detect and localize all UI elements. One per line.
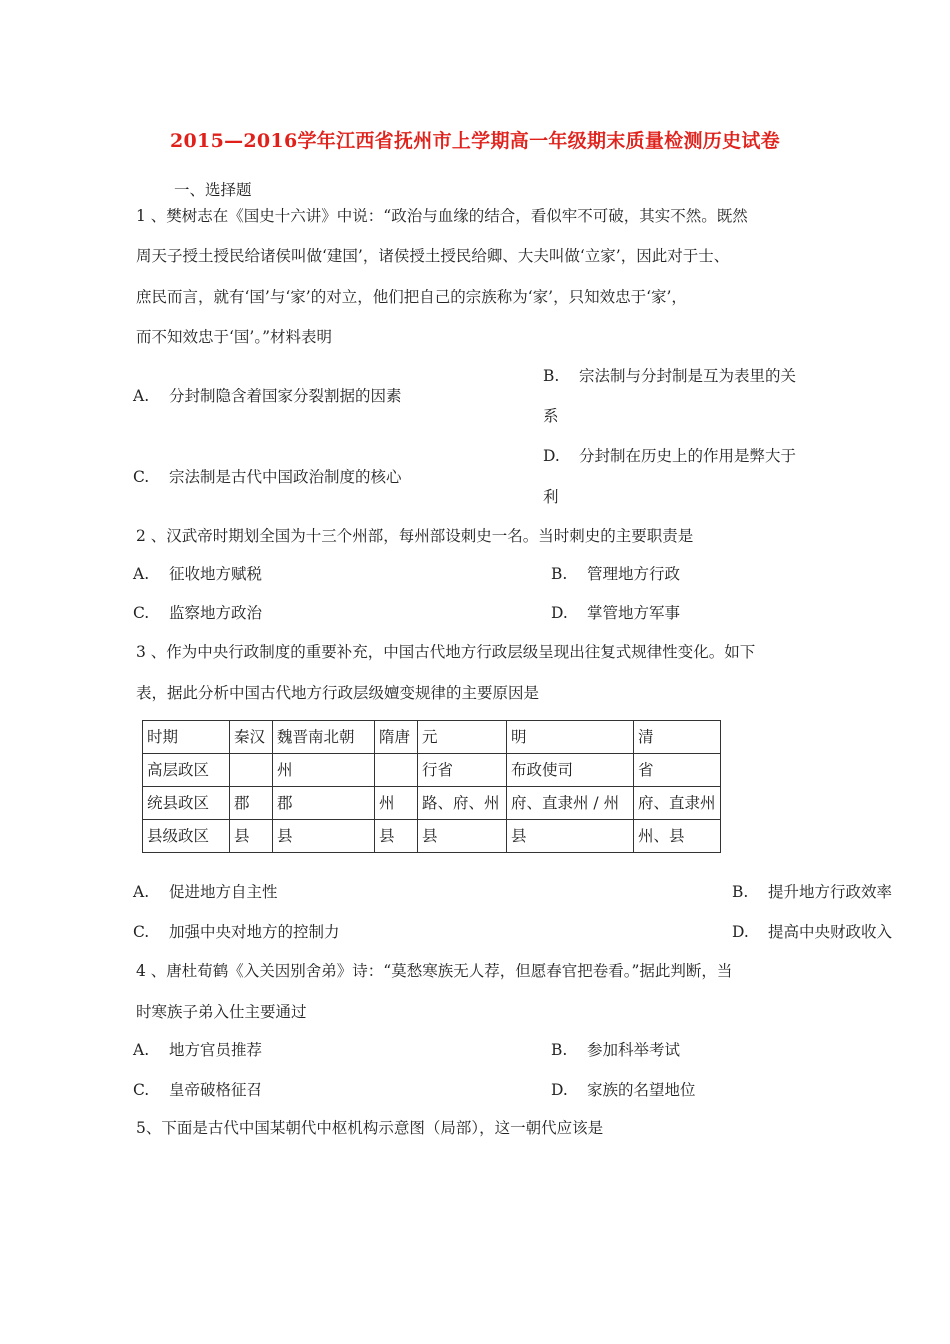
q1-stem-line-4: 而不知效忠于‘国’。”材料表明 (136, 328, 333, 346)
table-cell: 统县政区 (143, 787, 230, 820)
q3-option-d[interactable] (732, 920, 892, 942)
q2-option-c[interactable] (133, 601, 262, 623)
page-title: 2015—2016学年江西省抚州市上学期高一年级期末质量检测历史试卷 (170, 130, 780, 152)
table-cell: 行省 (418, 754, 507, 787)
table-header-cell: 隋唐 (375, 721, 418, 754)
table-row (143, 820, 721, 853)
q3-stem-line-2: 表，据此分析中国古代地方行政层级嬗变规律的主要原因是 (136, 684, 540, 702)
table-header-cell: 秦汉 (230, 721, 273, 754)
option-text: 参加科举考试 (587, 1041, 681, 1059)
table-header-cell: 清 (634, 721, 721, 754)
table-cell: 高层政区 (143, 754, 230, 787)
table-cell: 郡 (273, 787, 375, 820)
table-cell: 县 (507, 820, 634, 853)
option-text: 提高中央财政收入 (768, 923, 893, 941)
q1-stem-line-1: 1 、樊树志在《国史十六讲》中说：“政治与血缘的结合，看似牢不可破，其实不然。既然 (136, 207, 748, 225)
option-letter: C. (133, 923, 150, 941)
table-cell: 县 (375, 820, 418, 853)
option-letter: D. (551, 604, 568, 622)
option-letter: B. (732, 883, 749, 901)
q1-stem-line-3: 庶民而言，就有‘国’与‘家’的对立，他们把自己的宗族称为‘家’，只知效忠于‘家’， (136, 288, 687, 306)
q1-option-d[interactable] (543, 444, 796, 466)
option-letter: B. (551, 565, 568, 583)
q3-option-b[interactable] (732, 880, 892, 902)
q2-stem: 2 、汉武帝时期划全国为十三个州部，每州部设刺史一名。当时刺史的主要职责是 (136, 527, 694, 545)
q2-option-b[interactable] (551, 562, 680, 584)
option-text: 促进地方自主性 (169, 883, 278, 901)
option-letter: D. (543, 447, 560, 465)
table-cell: 布政使司 (507, 754, 634, 787)
table-cell: 府、直隶州 (634, 787, 721, 820)
q1-stem-line-2: 周天子授土授民给诸侯叫做‘建国’，诸侯授土授民给卿、大夫叫做‘立家’，因此对于士、 (136, 247, 730, 265)
section-heading: 一、选择题 (174, 181, 252, 199)
option-letter: A. (133, 565, 150, 583)
option-letter: C. (133, 468, 150, 486)
q4-option-b[interactable] (551, 1038, 680, 1060)
option-text: 分封制在历史上的作用是弊大于 (579, 447, 797, 465)
option-letter: B. (551, 1041, 568, 1059)
table-header-cell: 明 (507, 721, 634, 754)
table-cell (375, 754, 418, 787)
table-cell (230, 754, 273, 787)
table-row (143, 787, 721, 820)
option-letter: B. (543, 367, 560, 385)
option-text: 掌管地方军事 (587, 604, 681, 622)
table-header-cell: 元 (418, 721, 507, 754)
option-letter: A. (133, 387, 150, 405)
table-header-cell: 魏晋南北朝 (273, 721, 375, 754)
admin-levels-table (142, 720, 721, 853)
option-letter: D. (732, 923, 749, 941)
option-letter: C. (133, 604, 150, 622)
option-text: 宗法制是古代中国政治制度的核心 (169, 468, 402, 486)
q2-option-a[interactable] (133, 562, 262, 584)
table-cell: 省 (634, 754, 721, 787)
option-text: 加强中央对地方的控制力 (169, 923, 340, 941)
table-cell: 县 (273, 820, 375, 853)
table-row (143, 754, 721, 787)
option-letter: D. (551, 1081, 568, 1099)
option-text: 征收地方赋税 (169, 565, 263, 583)
q1-option-b-wrap: 系 (543, 407, 559, 425)
table-header-row (143, 721, 721, 754)
q2-option-d[interactable] (551, 601, 680, 623)
q4-stem-line-2: 时寒族子弟入仕主要通过 (136, 1003, 307, 1021)
option-text: 提升地方行政效率 (768, 883, 893, 901)
table-cell: 州 (375, 787, 418, 820)
option-text: 家族的名望地位 (587, 1081, 696, 1099)
q4-stem-line-1: 4 、唐杜荀鹤《入关因别舍弟》诗：“莫愁寒族无人荐，但愿春官把卷看。”据此判断，当 (136, 962, 733, 980)
option-text: 皇帝破格征召 (169, 1081, 263, 1099)
table-cell: 县 (418, 820, 507, 853)
option-letter: A. (133, 1041, 150, 1059)
option-text: 地方官员推荐 (169, 1041, 263, 1059)
q3-option-c[interactable] (133, 920, 340, 942)
q1-option-a[interactable] (133, 384, 402, 406)
q4-option-a[interactable] (133, 1038, 262, 1060)
option-text: 监察地方政治 (169, 604, 263, 622)
option-text: 管理地方行政 (587, 565, 681, 583)
q3-stem-line-1: 3 、作为中央行政制度的重要补充，中国古代地方行政层级呈现出往复式规律性变化。如下 (136, 643, 756, 661)
q4-option-d[interactable] (551, 1078, 696, 1100)
q1-option-c[interactable] (133, 465, 402, 487)
table-cell: 府、直隶州 / 州 (507, 787, 634, 820)
table-cell: 郡 (230, 787, 273, 820)
option-text: 分封制隐含着国家分裂割据的因素 (169, 387, 402, 405)
q4-option-c[interactable] (133, 1078, 262, 1100)
table-cell: 州 (273, 754, 375, 787)
option-text: 宗法制与分封制是互为表里的关 (579, 367, 797, 385)
option-letter: C. (133, 1081, 150, 1099)
q3-option-a[interactable] (133, 880, 278, 902)
q5-stem: 5、下面是古代中国某朝代中枢机构示意图（局部），这一朝代应该是 (136, 1119, 604, 1137)
table-cell: 路、府、州 (418, 787, 507, 820)
q1-option-d-wrap: 利 (543, 488, 559, 506)
q1-option-b[interactable] (543, 364, 796, 386)
table-cell: 县 (230, 820, 273, 853)
option-letter: A. (133, 883, 150, 901)
table-cell: 州、县 (634, 820, 721, 853)
table-header-cell: 时期 (143, 721, 230, 754)
table-cell: 县级政区 (143, 820, 230, 853)
